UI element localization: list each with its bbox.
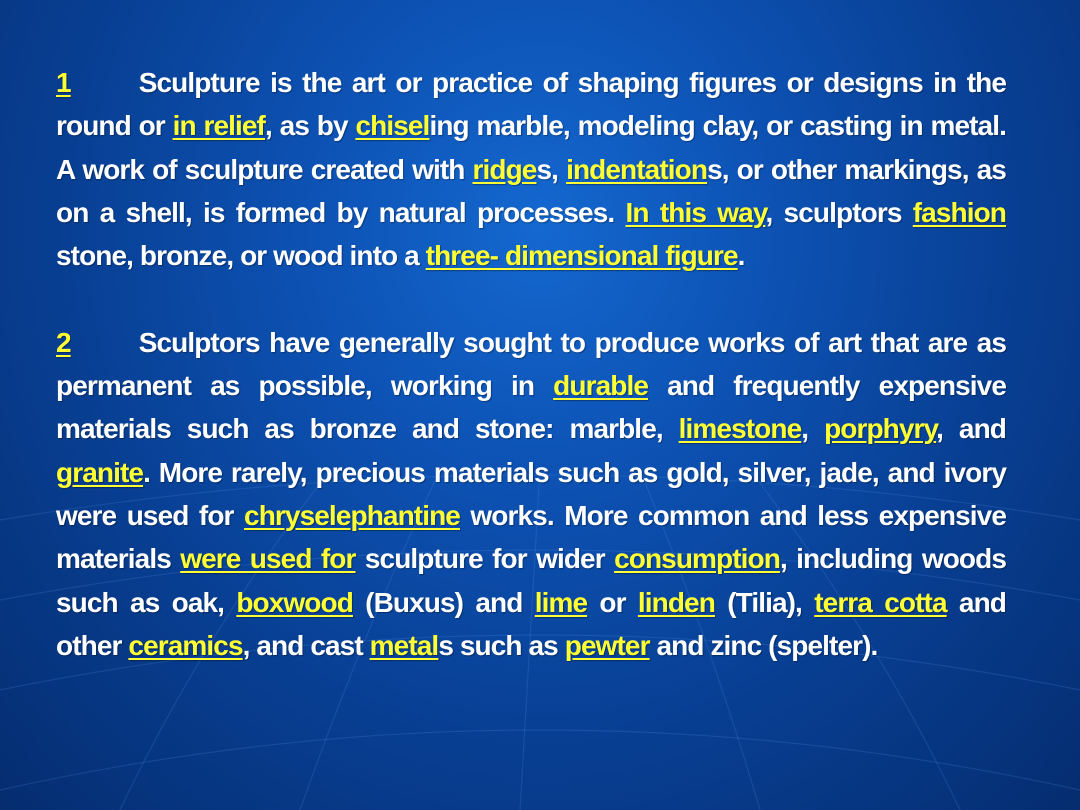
slide-text-body — [56, 61, 1006, 667]
paragraph-number: 1 — [56, 67, 71, 98]
highlighted-term: were used for — [180, 543, 356, 575]
highlighted-term: fashion — [912, 196, 1007, 228]
highlighted-term: metal — [369, 629, 439, 661]
highlighted-term: pewter — [564, 629, 650, 661]
text-run: s, or other markings, as on a shell, is formed by natural processes. — [56, 153, 1006, 228]
highlighted-term: porphyry — [824, 413, 937, 445]
highlighted-term: linden — [637, 586, 715, 618]
text-run: and frequently expensive materials such as bronze and stone: marble, — [56, 370, 1007, 445]
text-run: s such as — [438, 629, 565, 661]
highlighted-term: consumption — [614, 543, 780, 575]
paragraph-1 — [56, 61, 1006, 277]
highlighted-term: ridge — [472, 153, 537, 185]
text-run: , and cast — [242, 629, 370, 661]
paragraph-2 — [56, 321, 1006, 667]
text-run: . More rarely, precious materials such as gold, silver, jade, and ivory were used for — [56, 456, 1006, 531]
highlighted-term: indentation — [566, 153, 708, 185]
highlighted-term: terra cotta — [814, 586, 947, 618]
highlighted-term: In this way — [625, 196, 766, 228]
highlighted-term: granite — [56, 456, 144, 488]
text-run: or — [587, 586, 638, 618]
text-run: Sculpture is the art or practice of shaping figures or designs in the round or — [56, 67, 1006, 142]
text-run: stone, bronze, or wood into a — [56, 240, 426, 272]
text-run: works. More common and less expensive materials — [56, 499, 1007, 575]
highlighted-term: chryselephantine — [244, 499, 460, 531]
highlighted-term: in relief — [172, 110, 265, 142]
text-run: and zinc (spelter). — [649, 629, 878, 661]
text-run: , as by — [265, 110, 356, 142]
text-run: (Buxus) and — [352, 586, 535, 618]
highlighted-term: boxwood — [236, 586, 353, 618]
highlighted-term: chisel — [355, 110, 430, 142]
text-run: ing marble, modeling clay, or casting in metal. A work of sculpture created with — [56, 110, 1006, 185]
text-run: s, — [536, 153, 567, 185]
text-run: , sculptors — [765, 196, 913, 228]
text-run: . — [737, 240, 745, 272]
text-run: and other — [56, 586, 1007, 661]
highlighted-term: limestone — [678, 413, 802, 445]
text-run: , — [801, 413, 825, 445]
text-run: Sculptors have generally sought to produce works of art that are as permanent as possible, working in — [56, 326, 1006, 402]
highlighted-term: three- dimensional figure — [425, 240, 738, 272]
text-run: sculpture for wider — [355, 543, 615, 575]
highlighted-term: ceramics — [128, 629, 243, 661]
text-run: , including woods such as oak, — [56, 543, 1007, 618]
text-run: , and — [936, 413, 1007, 445]
highlighted-term: durable — [553, 370, 649, 402]
highlighted-term: lime — [534, 586, 588, 618]
paragraph-number: 2 — [56, 326, 71, 358]
text-run: (Tilia), — [714, 586, 815, 618]
